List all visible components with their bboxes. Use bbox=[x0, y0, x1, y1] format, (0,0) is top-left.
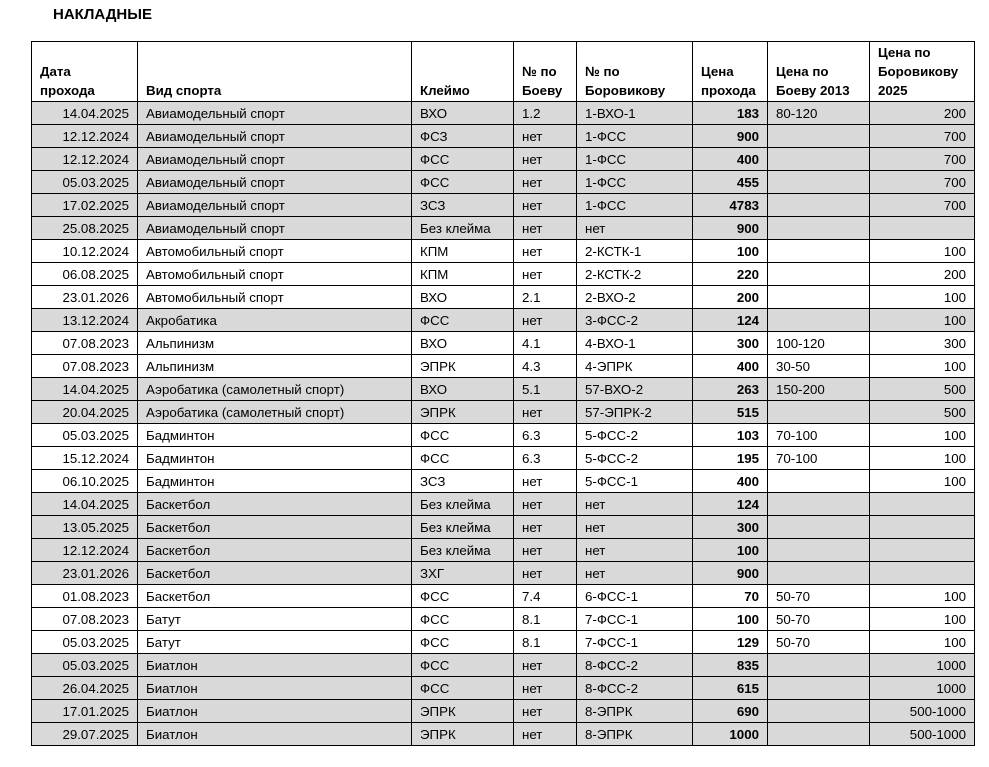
cell-price-borovikov-2025[interactable]: 200 bbox=[870, 263, 975, 286]
cell-price[interactable]: 124 bbox=[693, 493, 768, 516]
cell-sport[interactable]: Авиамодельный спорт bbox=[138, 194, 412, 217]
cell-price[interactable]: 195 bbox=[693, 447, 768, 470]
cell-brand[interactable]: Без клейма bbox=[412, 539, 514, 562]
cell-price-boev-2013[interactable] bbox=[768, 240, 870, 263]
cell-boev-number[interactable]: 6.3 bbox=[514, 447, 577, 470]
cell-price-boev-2013[interactable] bbox=[768, 309, 870, 332]
cell-date[interactable]: 06.08.2025 bbox=[32, 263, 138, 286]
cell-price-borovikov-2025[interactable]: 700 bbox=[870, 171, 975, 194]
cell-date[interactable]: 10.12.2024 bbox=[32, 240, 138, 263]
cell-date[interactable]: 06.10.2025 bbox=[32, 470, 138, 493]
cell-date[interactable]: 05.03.2025 bbox=[32, 631, 138, 654]
cell-borovikov-number[interactable]: 4-ВХО-1 bbox=[577, 332, 693, 355]
table-row[interactable] bbox=[32, 171, 975, 194]
cell-boev-number[interactable]: нет bbox=[514, 493, 577, 516]
cell-borovikov-number[interactable]: 5-ФСС-2 bbox=[577, 424, 693, 447]
cell-boev-number[interactable]: 6.3 bbox=[514, 424, 577, 447]
cell-borovikov-number[interactable]: 5-ФСС-2 bbox=[577, 447, 693, 470]
cell-price-boev-2013[interactable]: 50-70 bbox=[768, 585, 870, 608]
cell-boev-number[interactable]: 4.3 bbox=[514, 355, 577, 378]
cell-brand[interactable]: ФСС bbox=[412, 631, 514, 654]
cell-price-boev-2013[interactable] bbox=[768, 194, 870, 217]
cell-brand[interactable]: ФСС bbox=[412, 309, 514, 332]
cell-price-boev-2013[interactable]: 50-70 bbox=[768, 631, 870, 654]
cell-borovikov-number[interactable]: 8-ЭПРК bbox=[577, 700, 693, 723]
cell-date[interactable]: 26.04.2025 bbox=[32, 677, 138, 700]
cell-price-borovikov-2025[interactable] bbox=[870, 562, 975, 585]
cell-price-boev-2013[interactable]: 30-50 bbox=[768, 355, 870, 378]
cell-borovikov-number[interactable]: нет bbox=[577, 539, 693, 562]
cell-sport[interactable]: Аэробатика (самолетный спорт) bbox=[138, 378, 412, 401]
table-row[interactable] bbox=[32, 125, 975, 148]
cell-price[interactable]: 129 bbox=[693, 631, 768, 654]
cell-price-borovikov-2025[interactable]: 200 bbox=[870, 102, 975, 125]
cell-boev-number[interactable]: нет bbox=[514, 700, 577, 723]
cell-price[interactable]: 200 bbox=[693, 286, 768, 309]
cell-price[interactable]: 124 bbox=[693, 309, 768, 332]
cell-sport[interactable]: Авиамодельный спорт bbox=[138, 171, 412, 194]
cell-sport[interactable]: Авиамодельный спорт bbox=[138, 125, 412, 148]
cell-price-borovikov-2025[interactable]: 500-1000 bbox=[870, 723, 975, 746]
table-row[interactable] bbox=[32, 378, 975, 401]
cell-boev-number[interactable]: 2.1 bbox=[514, 286, 577, 309]
cell-sport[interactable]: Аэробатика (самолетный спорт) bbox=[138, 401, 412, 424]
table-row[interactable] bbox=[32, 309, 975, 332]
table-row[interactable] bbox=[32, 424, 975, 447]
cell-price-borovikov-2025[interactable]: 1000 bbox=[870, 677, 975, 700]
cell-brand[interactable]: ЭПРК bbox=[412, 700, 514, 723]
cell-borovikov-number[interactable]: 4-ЭПРК bbox=[577, 355, 693, 378]
cell-date[interactable]: 13.05.2025 bbox=[32, 516, 138, 539]
cell-price[interactable]: 1000 bbox=[693, 723, 768, 746]
cell-brand[interactable]: ФСС bbox=[412, 171, 514, 194]
cell-date[interactable]: 20.04.2025 bbox=[32, 401, 138, 424]
cell-borovikov-number[interactable]: 8-ЭПРК bbox=[577, 723, 693, 746]
cell-price-boev-2013[interactable] bbox=[768, 677, 870, 700]
cell-date[interactable]: 29.07.2025 bbox=[32, 723, 138, 746]
cell-price[interactable]: 103 bbox=[693, 424, 768, 447]
cell-price-boev-2013[interactable] bbox=[768, 125, 870, 148]
cell-sport[interactable]: Биатлон bbox=[138, 723, 412, 746]
cell-boev-number[interactable]: 1.2 bbox=[514, 102, 577, 125]
cell-price[interactable]: 515 bbox=[693, 401, 768, 424]
cell-borovikov-number[interactable]: 2-КСТК-2 bbox=[577, 263, 693, 286]
cell-boev-number[interactable]: 5.1 bbox=[514, 378, 577, 401]
cell-price-borovikov-2025[interactable]: 300 bbox=[870, 332, 975, 355]
table-row[interactable] bbox=[32, 539, 975, 562]
cell-price-boev-2013[interactable] bbox=[768, 286, 870, 309]
cell-price-borovikov-2025[interactable]: 500-1000 bbox=[870, 700, 975, 723]
cell-sport[interactable]: Альпинизм bbox=[138, 332, 412, 355]
table-row[interactable] bbox=[32, 401, 975, 424]
cell-price-boev-2013[interactable]: 150-200 bbox=[768, 378, 870, 401]
cell-boev-number[interactable]: нет bbox=[514, 539, 577, 562]
cell-date[interactable]: 07.08.2023 bbox=[32, 332, 138, 355]
table-row[interactable] bbox=[32, 194, 975, 217]
header-price-borovikov-2025[interactable]: Цена по Боровикову 2025 bbox=[870, 42, 975, 102]
cell-borovikov-number[interactable]: 6-ФСС-1 bbox=[577, 585, 693, 608]
cell-sport[interactable]: Баскетбол bbox=[138, 516, 412, 539]
cell-date[interactable]: 07.08.2023 bbox=[32, 608, 138, 631]
cell-price[interactable]: 900 bbox=[693, 562, 768, 585]
table-row[interactable] bbox=[32, 562, 975, 585]
cell-price-borovikov-2025[interactable]: 100 bbox=[870, 447, 975, 470]
cell-price-borovikov-2025[interactable]: 100 bbox=[870, 585, 975, 608]
cell-price[interactable]: 70 bbox=[693, 585, 768, 608]
cell-boev-number[interactable]: 8.1 bbox=[514, 631, 577, 654]
table-row[interactable] bbox=[32, 700, 975, 723]
cell-sport[interactable]: Автомобильный спорт bbox=[138, 263, 412, 286]
cell-borovikov-number[interactable]: 57-ВХО-2 bbox=[577, 378, 693, 401]
cell-price-boev-2013[interactable]: 70-100 bbox=[768, 424, 870, 447]
cell-brand[interactable]: ВХО bbox=[412, 332, 514, 355]
cell-price-boev-2013[interactable] bbox=[768, 654, 870, 677]
cell-price[interactable]: 400 bbox=[693, 355, 768, 378]
cell-date[interactable]: 13.12.2024 bbox=[32, 309, 138, 332]
cell-price[interactable]: 4783 bbox=[693, 194, 768, 217]
cell-price-boev-2013[interactable] bbox=[768, 562, 870, 585]
cell-price-borovikov-2025[interactable]: 700 bbox=[870, 148, 975, 171]
cell-price[interactable]: 220 bbox=[693, 263, 768, 286]
cell-price[interactable]: 183 bbox=[693, 102, 768, 125]
cell-price-borovikov-2025[interactable]: 100 bbox=[870, 309, 975, 332]
cell-price-boev-2013[interactable] bbox=[768, 723, 870, 746]
cell-brand[interactable]: ЗСЗ bbox=[412, 194, 514, 217]
cell-date[interactable]: 12.12.2024 bbox=[32, 125, 138, 148]
cell-price-boev-2013[interactable] bbox=[768, 263, 870, 286]
header-borovikov-number[interactable]: № по Боровикову bbox=[577, 42, 693, 102]
cell-brand[interactable]: ВХО bbox=[412, 378, 514, 401]
header-brand[interactable]: Клеймо bbox=[412, 42, 514, 102]
cell-date[interactable]: 12.12.2024 bbox=[32, 539, 138, 562]
cell-date[interactable]: 25.08.2025 bbox=[32, 217, 138, 240]
cell-sport[interactable]: Авиамодельный спорт bbox=[138, 102, 412, 125]
cell-price-borovikov-2025[interactable]: 500 bbox=[870, 401, 975, 424]
cell-brand[interactable]: ЗСЗ bbox=[412, 470, 514, 493]
cell-borovikov-number[interactable]: нет bbox=[577, 562, 693, 585]
cell-price[interactable]: 400 bbox=[693, 470, 768, 493]
cell-price-borovikov-2025[interactable]: 100 bbox=[870, 355, 975, 378]
cell-date[interactable]: 17.02.2025 bbox=[32, 194, 138, 217]
cell-brand[interactable]: ФСС bbox=[412, 424, 514, 447]
cell-brand[interactable]: Без клейма bbox=[412, 516, 514, 539]
cell-sport[interactable]: Бадминтон bbox=[138, 424, 412, 447]
cell-price-borovikov-2025[interactable]: 100 bbox=[870, 240, 975, 263]
cell-date[interactable]: 17.01.2025 bbox=[32, 700, 138, 723]
cell-price[interactable]: 100 bbox=[693, 608, 768, 631]
cell-price-borovikov-2025[interactable]: 1000 bbox=[870, 654, 975, 677]
cell-boev-number[interactable]: нет bbox=[514, 562, 577, 585]
header-price-boev-2013[interactable]: Цена по Боеву 2013 bbox=[768, 42, 870, 102]
cell-brand[interactable]: ЭПРК bbox=[412, 355, 514, 378]
cell-sport[interactable]: Автомобильный спорт bbox=[138, 286, 412, 309]
cell-sport[interactable]: Баскетбол bbox=[138, 493, 412, 516]
table-row[interactable] bbox=[32, 148, 975, 171]
cell-boev-number[interactable]: 8.1 bbox=[514, 608, 577, 631]
cell-sport[interactable]: Батут bbox=[138, 631, 412, 654]
cell-price-boev-2013[interactable] bbox=[768, 493, 870, 516]
table-row[interactable] bbox=[32, 493, 975, 516]
table-row[interactable] bbox=[32, 102, 975, 125]
table-row[interactable] bbox=[32, 332, 975, 355]
cell-price-borovikov-2025[interactable] bbox=[870, 217, 975, 240]
cell-price-boev-2013[interactable] bbox=[768, 171, 870, 194]
table-header-row bbox=[32, 42, 975, 102]
cell-brand[interactable]: ЭПРК bbox=[412, 723, 514, 746]
table-row[interactable] bbox=[32, 608, 975, 631]
cell-price[interactable]: 900 bbox=[693, 217, 768, 240]
cell-borovikov-number[interactable]: 1-ФСС bbox=[577, 148, 693, 171]
cell-brand[interactable]: ЭПРК bbox=[412, 401, 514, 424]
cell-borovikov-number[interactable]: 3-ФСС-2 bbox=[577, 309, 693, 332]
cell-date[interactable]: 15.12.2024 bbox=[32, 447, 138, 470]
cell-date[interactable]: 14.04.2025 bbox=[32, 378, 138, 401]
cell-date[interactable]: 05.03.2025 bbox=[32, 654, 138, 677]
cell-price-boev-2013[interactable] bbox=[768, 217, 870, 240]
cell-price-boev-2013[interactable] bbox=[768, 401, 870, 424]
cell-price-boev-2013[interactable] bbox=[768, 516, 870, 539]
cell-date[interactable]: 01.08.2023 bbox=[32, 585, 138, 608]
table-row[interactable] bbox=[32, 217, 975, 240]
cell-price-boev-2013[interactable] bbox=[768, 700, 870, 723]
cell-sport[interactable]: Бадминтон bbox=[138, 470, 412, 493]
cell-brand[interactable]: ВХО bbox=[412, 286, 514, 309]
cell-date[interactable]: 23.01.2026 bbox=[32, 286, 138, 309]
cell-date[interactable]: 23.01.2026 bbox=[32, 562, 138, 585]
cell-borovikov-number[interactable]: нет bbox=[577, 516, 693, 539]
cell-price[interactable]: 400 bbox=[693, 148, 768, 171]
header-price[interactable]: Цена прохода bbox=[693, 42, 768, 102]
cell-boev-number[interactable]: нет bbox=[514, 148, 577, 171]
cell-boev-number[interactable]: нет bbox=[514, 401, 577, 424]
cell-price[interactable]: 690 bbox=[693, 700, 768, 723]
cell-boev-number[interactable]: нет bbox=[514, 654, 577, 677]
cell-price[interactable]: 835 bbox=[693, 654, 768, 677]
cell-date[interactable]: 14.04.2025 bbox=[32, 493, 138, 516]
cell-borovikov-number[interactable]: 1-ВХО-1 bbox=[577, 102, 693, 125]
cell-borovikov-number[interactable]: 1-ФСС bbox=[577, 194, 693, 217]
cell-price-borovikov-2025[interactable]: 100 bbox=[870, 631, 975, 654]
cell-brand[interactable]: КПМ bbox=[412, 263, 514, 286]
page-title: НАКЛАДНЫЕ bbox=[53, 6, 152, 23]
cell-sport[interactable]: Биатлон bbox=[138, 677, 412, 700]
cell-sport[interactable]: Авиамодельный спорт bbox=[138, 217, 412, 240]
cell-price[interactable]: 100 bbox=[693, 240, 768, 263]
cell-borovikov-number[interactable]: нет bbox=[577, 493, 693, 516]
cell-sport[interactable]: Акробатика bbox=[138, 309, 412, 332]
cell-brand[interactable]: ФСС bbox=[412, 585, 514, 608]
table-row[interactable] bbox=[32, 470, 975, 493]
cell-boev-number[interactable]: 4.1 bbox=[514, 332, 577, 355]
cell-borovikov-number[interactable]: 7-ФСС-1 bbox=[577, 631, 693, 654]
cell-price-boev-2013[interactable]: 70-100 bbox=[768, 447, 870, 470]
cell-brand[interactable]: ФСС bbox=[412, 148, 514, 171]
cell-borovikov-number[interactable]: 1-ФСС bbox=[577, 171, 693, 194]
cell-brand[interactable]: ЗХГ bbox=[412, 562, 514, 585]
cell-borovikov-number[interactable]: 5-ФСС-1 bbox=[577, 470, 693, 493]
cell-brand[interactable]: Без клейма bbox=[412, 493, 514, 516]
cell-borovikov-number[interactable]: нет bbox=[577, 217, 693, 240]
cell-sport[interactable]: Автомобильный спорт bbox=[138, 240, 412, 263]
cell-boev-number[interactable]: 7.4 bbox=[514, 585, 577, 608]
header-sport[interactable]: Вид спорта bbox=[138, 42, 412, 102]
cell-sport[interactable]: Баскетбол bbox=[138, 585, 412, 608]
cell-borovikov-number[interactable]: 8-ФСС-2 bbox=[577, 654, 693, 677]
cell-price-borovikov-2025[interactable]: 700 bbox=[870, 125, 975, 148]
cell-price-boev-2013[interactable]: 50-70 bbox=[768, 608, 870, 631]
cell-brand[interactable]: ВХО bbox=[412, 102, 514, 125]
table-row[interactable] bbox=[32, 516, 975, 539]
cell-date[interactable]: 07.08.2023 bbox=[32, 355, 138, 378]
cell-price-boev-2013[interactable] bbox=[768, 470, 870, 493]
cell-sport[interactable]: Баскетбол bbox=[138, 539, 412, 562]
cell-sport[interactable]: Авиамодельный спорт bbox=[138, 148, 412, 171]
table-row[interactable] bbox=[32, 631, 975, 654]
cell-brand[interactable]: КПМ bbox=[412, 240, 514, 263]
invoices-table bbox=[31, 41, 975, 746]
table-row[interactable] bbox=[32, 654, 975, 677]
cell-boev-number[interactable]: нет bbox=[514, 470, 577, 493]
cell-price-borovikov-2025[interactable] bbox=[870, 493, 975, 516]
cell-sport[interactable]: Биатлон bbox=[138, 654, 412, 677]
table-row[interactable] bbox=[32, 355, 975, 378]
cell-price[interactable]: 300 bbox=[693, 332, 768, 355]
cell-price[interactable]: 300 bbox=[693, 516, 768, 539]
cell-price-borovikov-2025[interactable]: 700 bbox=[870, 194, 975, 217]
cell-sport[interactable]: Бадминтон bbox=[138, 447, 412, 470]
cell-price-boev-2013[interactable]: 100-120 bbox=[768, 332, 870, 355]
cell-sport[interactable]: Биатлон bbox=[138, 700, 412, 723]
cell-boev-number[interactable]: нет bbox=[514, 309, 577, 332]
table-row[interactable] bbox=[32, 263, 975, 286]
cell-brand[interactable]: ФСС bbox=[412, 447, 514, 470]
cell-boev-number[interactable]: нет bbox=[514, 194, 577, 217]
table-row[interactable] bbox=[32, 723, 975, 746]
cell-date[interactable]: 14.04.2025 bbox=[32, 102, 138, 125]
cell-price-borovikov-2025[interactable]: 100 bbox=[870, 470, 975, 493]
table-row[interactable] bbox=[32, 677, 975, 700]
cell-borovikov-number[interactable]: 2-ВХО-2 bbox=[577, 286, 693, 309]
cell-price-boev-2013[interactable] bbox=[768, 148, 870, 171]
header-date[interactable]: Дата прохода bbox=[32, 42, 138, 102]
cell-boev-number[interactable]: нет bbox=[514, 171, 577, 194]
cell-date[interactable]: 05.03.2025 bbox=[32, 171, 138, 194]
cell-borovikov-number[interactable]: 2-КСТК-1 bbox=[577, 240, 693, 263]
cell-boev-number[interactable]: нет bbox=[514, 516, 577, 539]
cell-brand[interactable]: ФСС bbox=[412, 677, 514, 700]
cell-brand[interactable]: ФСС bbox=[412, 654, 514, 677]
cell-borovikov-number[interactable]: 57-ЭПРК-2 bbox=[577, 401, 693, 424]
cell-brand[interactable]: ФСС bbox=[412, 608, 514, 631]
cell-price[interactable]: 615 bbox=[693, 677, 768, 700]
cell-brand[interactable]: Без клейма bbox=[412, 217, 514, 240]
cell-price-boev-2013[interactable] bbox=[768, 539, 870, 562]
cell-price-borovikov-2025[interactable] bbox=[870, 516, 975, 539]
cell-boev-number[interactable]: нет bbox=[514, 677, 577, 700]
table-row[interactable] bbox=[32, 286, 975, 309]
cell-date[interactable]: 05.03.2025 bbox=[32, 424, 138, 447]
cell-boev-number[interactable]: нет bbox=[514, 263, 577, 286]
table-body bbox=[32, 102, 975, 746]
cell-sport[interactable]: Батут bbox=[138, 608, 412, 631]
cell-price-borovikov-2025[interactable]: 500 bbox=[870, 378, 975, 401]
cell-boev-number[interactable]: нет bbox=[514, 217, 577, 240]
cell-brand[interactable]: ФСЗ bbox=[412, 125, 514, 148]
table-row[interactable] bbox=[32, 240, 975, 263]
cell-price[interactable]: 900 bbox=[693, 125, 768, 148]
header-boev-number[interactable]: № по Боеву bbox=[514, 42, 577, 102]
cell-borovikov-number[interactable]: 7-ФСС-1 bbox=[577, 608, 693, 631]
cell-price[interactable]: 100 bbox=[693, 539, 768, 562]
cell-price-boev-2013[interactable]: 80-120 bbox=[768, 102, 870, 125]
table-row[interactable] bbox=[32, 447, 975, 470]
cell-price-borovikov-2025[interactable]: 100 bbox=[870, 608, 975, 631]
cell-borovikov-number[interactable]: 1-ФСС bbox=[577, 125, 693, 148]
cell-price-borovikov-2025[interactable]: 100 bbox=[870, 424, 975, 447]
cell-price[interactable]: 263 bbox=[693, 378, 768, 401]
cell-sport[interactable]: Баскетбол bbox=[138, 562, 412, 585]
cell-price-borovikov-2025[interactable] bbox=[870, 539, 975, 562]
cell-sport[interactable]: Альпинизм bbox=[138, 355, 412, 378]
cell-date[interactable]: 12.12.2024 bbox=[32, 148, 138, 171]
cell-price[interactable]: 455 bbox=[693, 171, 768, 194]
cell-boev-number[interactable]: нет bbox=[514, 125, 577, 148]
cell-boev-number[interactable]: нет bbox=[514, 723, 577, 746]
cell-price-borovikov-2025[interactable]: 100 bbox=[870, 286, 975, 309]
cell-borovikov-number[interactable]: 8-ФСС-2 bbox=[577, 677, 693, 700]
table-row[interactable] bbox=[32, 585, 975, 608]
cell-boev-number[interactable]: нет bbox=[514, 240, 577, 263]
